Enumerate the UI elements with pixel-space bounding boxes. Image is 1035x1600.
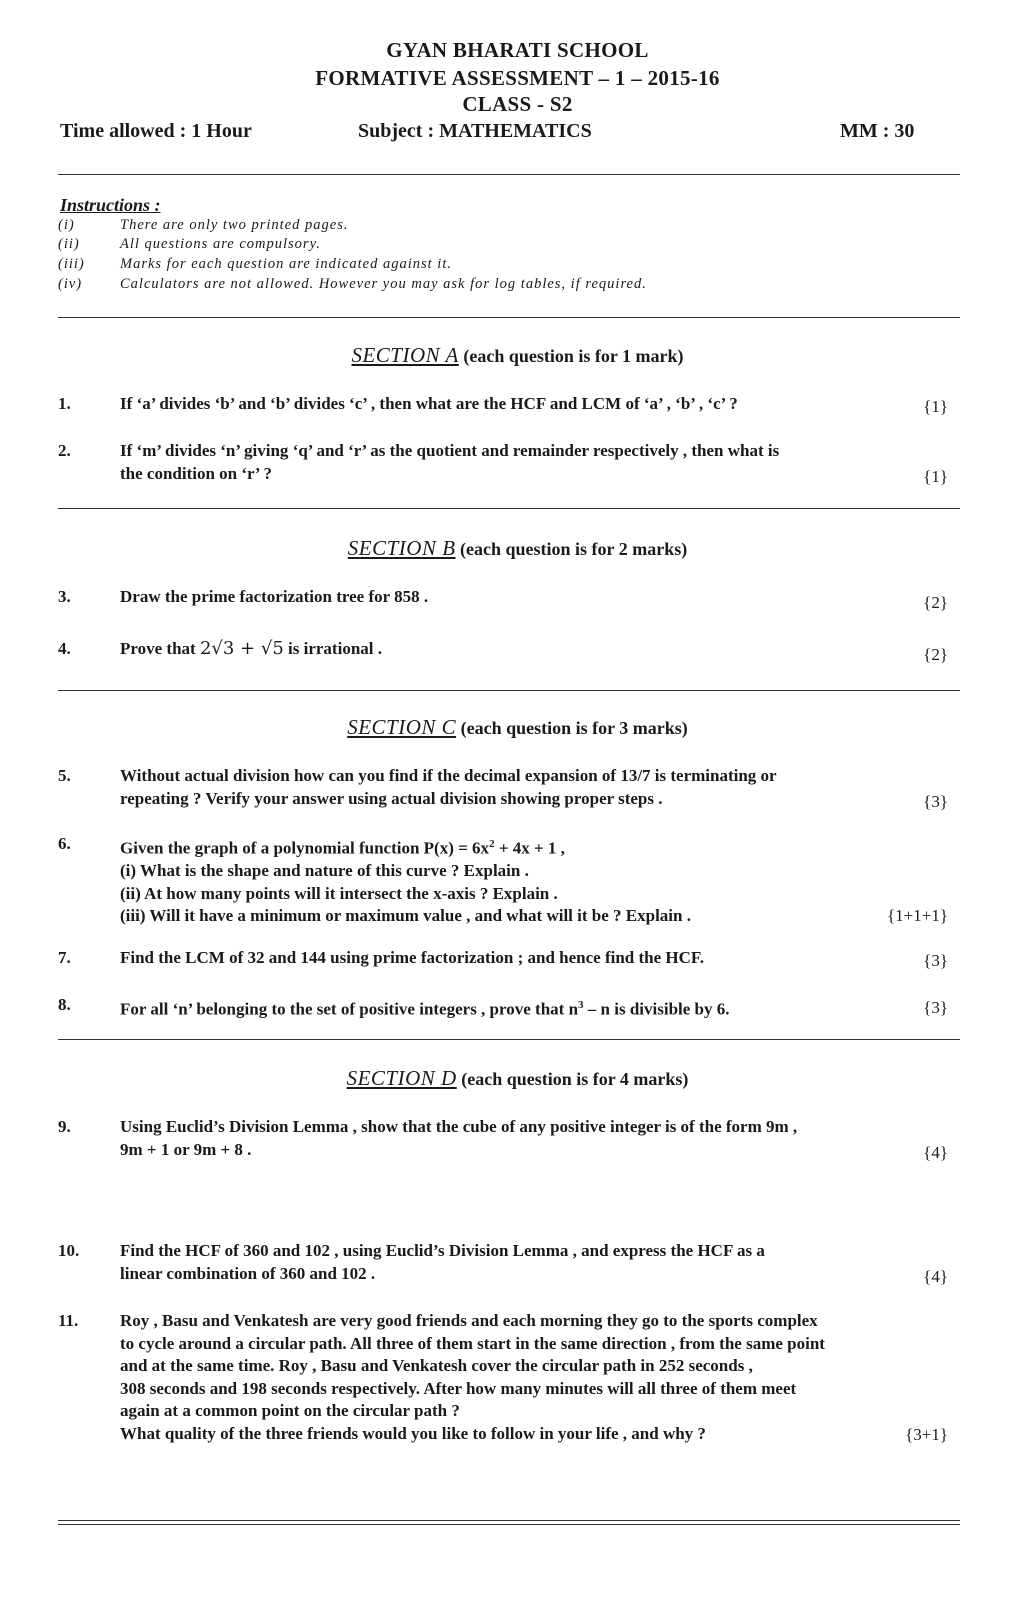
question-text: + 4x + 1 , <box>494 838 565 858</box>
sub-question: (iii) Will it have a minimum or maximum value , and what will it be ? Explain . <box>120 906 691 926</box>
end-divider <box>58 1520 960 1525</box>
question-text: What quality of the three friends would you like to follow in your life , and why ? <box>120 1423 706 1443</box>
question-text: Using Euclid’s Division Lemma , show that the cube of any positive integer is of the form 9m , <box>120 1117 798 1136</box>
section-note: (each question is for 3 marks) <box>460 718 688 738</box>
question-marks: {3} <box>923 951 948 970</box>
question-text: 9m + 1 or 9m + 8 . <box>120 1139 252 1159</box>
section-name: SECTION C <box>347 715 457 739</box>
exponent: 3 <box>578 999 584 1011</box>
instruction-number: (ii) <box>58 236 80 252</box>
question-marks: {3} <box>923 998 948 1017</box>
instruction-number: (iii) <box>58 256 85 272</box>
question-number: 3. <box>58 587 71 606</box>
question-text: If ‘m’ divides ‘n’ giving ‘q’ and ‘r’ as the quotient and remainder respectively , then what is <box>120 441 780 460</box>
question-marks: {1} <box>923 467 948 486</box>
question-text: Given the graph of a polynomial function P(x) = 6x <box>120 838 490 858</box>
subject-label: Subject : MATHEMATICS <box>358 120 592 142</box>
question-text: For all ‘n’ belonging to the set of positive integers , prove that n <box>120 999 579 1019</box>
question-number: 6. <box>58 834 71 853</box>
question-text: repeating ? Verify your answer using actual division showing proper steps . <box>120 788 663 808</box>
section-note: (each question is for 2 marks) <box>460 539 688 559</box>
question-text: Prove that <box>120 639 200 658</box>
question-number: 2. <box>58 441 71 460</box>
question-marks: {3} <box>923 792 948 811</box>
question-number: 11. <box>58 1311 79 1330</box>
divider <box>58 690 960 691</box>
question-text: again at a common point on the circular path ? <box>120 1401 460 1420</box>
question-number: 1. <box>58 394 71 413</box>
question-text: linear combination of 360 and 102 . <box>120 1263 376 1283</box>
question-text: – n is divisible by 6. <box>583 999 730 1019</box>
divider <box>58 508 960 509</box>
question-number: 8. <box>58 995 71 1014</box>
sub-question: (ii) At how many points will it intersect the x-axis ? Explain . <box>120 883 558 903</box>
exam-title: FORMATIVE ASSESSMENT – 1 – 2015-16 <box>315 66 720 90</box>
question-number: 5. <box>58 766 71 785</box>
section-d-heading <box>0 1066 1035 1091</box>
instruction-text: All questions are compulsory. <box>120 236 321 252</box>
question-marks: {4} <box>923 1267 948 1286</box>
question-text: Find the LCM of 32 and 144 using prime factorization ; and hence find the HCF. <box>120 948 705 967</box>
question-number: 4. <box>58 639 71 658</box>
school-name: GYAN BHARATI SCHOOL <box>386 38 649 62</box>
question-number: 7. <box>58 948 71 967</box>
question-text: Draw the prime factorization tree for 858 . <box>120 587 429 606</box>
section-name: SECTION A <box>351 343 459 367</box>
sub-question: (i) What is the shape and nature of this curve ? Explain . <box>120 861 529 881</box>
question-marks: {1+1+1} <box>887 906 948 925</box>
instructions-title: Instructions : <box>60 195 161 215</box>
instruction-text: Marks for each question are indicated against it. <box>120 256 452 272</box>
question-text: Without actual division how can you find if the decimal expansion of 13/7 is terminating or <box>120 766 777 785</box>
question-text: 308 seconds and 198 seconds respectively. After how many minutes will all three of them meet <box>120 1378 797 1398</box>
instruction-text: There are only two printed pages. <box>120 217 349 233</box>
math-expression: 2√3 + √5 <box>199 638 284 659</box>
time-allowed: Time allowed : 1 Hour <box>60 120 252 142</box>
divider <box>58 1039 960 1040</box>
class-label: CLASS - S2 <box>462 92 573 116</box>
section-a-heading <box>0 343 1035 368</box>
question-text: the condition on ‘r’ ? <box>120 463 273 483</box>
divider <box>58 317 960 318</box>
question-marks: {3+1} <box>905 1425 948 1444</box>
section-name: SECTION D <box>346 1066 457 1090</box>
section-note: (each question is for 1 mark) <box>463 346 684 366</box>
section-name: SECTION B <box>347 536 456 560</box>
question-number: 9. <box>58 1117 71 1136</box>
question-marks: {2} <box>923 593 948 612</box>
section-c-heading <box>0 715 1035 740</box>
question-text: Roy , Basu and Venkatesh are very good friends and each morning they go to the sports complex <box>120 1311 818 1330</box>
question-marks: {1} <box>923 397 948 416</box>
question-marks: {2} <box>923 645 948 664</box>
question-text: If ‘a’ divides ‘b’ and ‘b’ divides ‘c’ , then what are the HCF and LCM of ‘a’ , ‘b’ , ‘c’ ? <box>120 394 738 413</box>
section-b-heading <box>0 536 1035 561</box>
instruction-text: Calculators are not allowed. However you may ask for log tables, if required. <box>120 276 647 292</box>
question-text: and at the same time. Roy , Basu and Venkatesh cover the circular path in 252 seconds , <box>120 1356 753 1375</box>
question-text: Find the HCF of 360 and 102 , using Euclid’s Division Lemma , and express the HCF as a <box>120 1241 765 1260</box>
instruction-number: (i) <box>58 217 75 233</box>
instruction-number: (iv) <box>58 276 83 292</box>
question-text: is irrational . <box>283 639 382 658</box>
question-number: 10. <box>58 1241 80 1260</box>
exponent: 2 <box>489 838 495 850</box>
question-text: to cycle around a circular path. All three of them start in the same direction , from the same point <box>120 1333 825 1353</box>
max-marks: MM : 30 <box>840 120 915 142</box>
section-note: (each question is for 4 marks) <box>461 1069 689 1089</box>
question-marks: {4} <box>923 1143 948 1162</box>
divider <box>58 174 960 175</box>
